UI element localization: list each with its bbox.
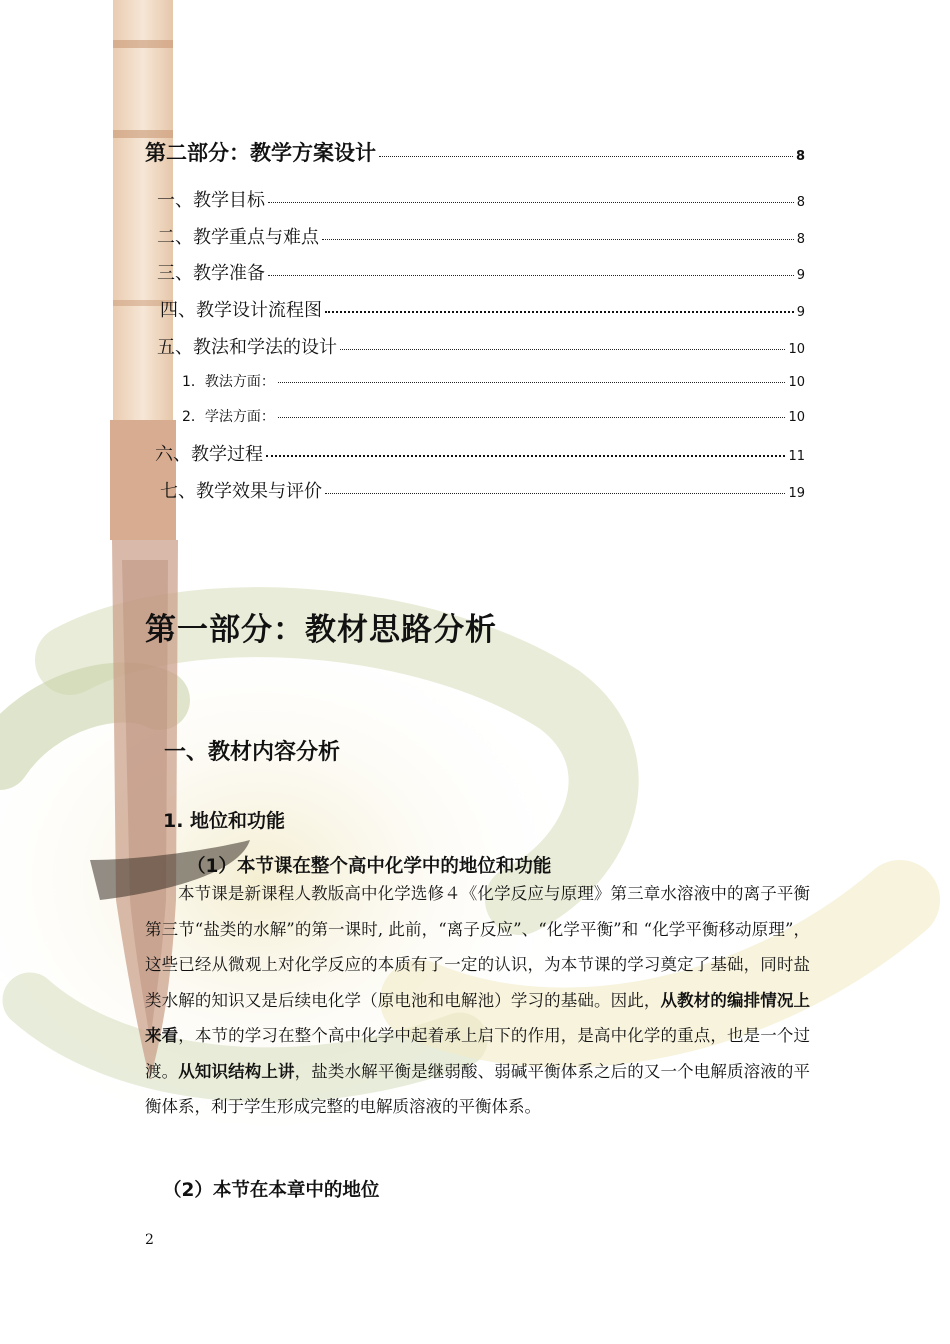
toc-entry[interactable] <box>157 186 805 212</box>
toc-page: 10 <box>788 375 805 390</box>
toc-leader <box>322 239 794 240</box>
toc-label: 一、教学目标 <box>157 190 265 211</box>
toc-entry[interactable] <box>160 477 805 503</box>
toc-label: 1．教法方面： <box>182 374 275 390</box>
toc-entry[interactable] <box>157 223 805 249</box>
paragraph-emphasis: 从教材的编排情况上来看 <box>145 990 811 1045</box>
toc-page: 10 <box>788 342 805 357</box>
body-paragraph <box>145 876 810 1125</box>
toc-leader <box>278 417 786 418</box>
toc-label: 三、教学准备 <box>157 263 265 284</box>
toc-label: 四、教学设计流程图 <box>160 300 322 321</box>
toc-entry[interactable] <box>160 296 805 322</box>
toc-leader <box>268 202 794 203</box>
toc-label: 二、教学重点与难点 <box>157 227 319 248</box>
paragraph-emphasis: 从知识结构上讲 <box>178 1061 295 1081</box>
toc-page: 9 <box>796 305 805 320</box>
toc-page: 9 <box>796 268 805 283</box>
toc-entry[interactable] <box>157 333 805 359</box>
section-title: 第一部分：教材思路分析 <box>145 612 497 648</box>
heading-role-chapter: （2）本节在本章中的地位 <box>163 1180 380 1201</box>
toc-page: 8 <box>796 232 805 247</box>
subsection-title: 一、教材内容分析 <box>164 740 341 765</box>
toc-leader <box>379 156 793 157</box>
paragraph-text: ，盐类水解平衡是继弱酸、弱碱平衡体系之后的又一个电解质溶液的平衡体系，利于学生形成完整的电解质溶液的平衡体系。 <box>145 1061 811 1116</box>
toc-entry[interactable] <box>155 440 805 466</box>
heading-role-overall: （1）本节课在整个高中化学中的地位和功能 <box>187 856 552 877</box>
toc-entry[interactable] <box>157 259 805 285</box>
toc-label: 六、教学过程 <box>155 444 263 465</box>
toc-page: 8 <box>796 195 805 210</box>
toc-leader <box>278 382 786 383</box>
toc-page: 19 <box>788 486 805 501</box>
toc-label: 七、教学效果与评价 <box>160 481 322 502</box>
toc-leader <box>268 275 794 276</box>
toc-leader <box>325 311 794 313</box>
toc-leader <box>266 455 785 457</box>
toc-label: 第二部分：教学方案设计 <box>145 140 376 165</box>
toc-page: 11 <box>788 449 805 464</box>
toc-page: 10 <box>788 410 805 425</box>
toc-entry-sub[interactable] <box>182 406 805 426</box>
paragraph-text: ，本节的学习在整个高中化学中起着承上启下的作用，是高中化学的重点，也是一个过渡。 <box>145 1026 811 1081</box>
page-number: 2 <box>145 1232 154 1248</box>
paragraph-text: 本节课是新课程人教版高中化学选修４《化学反应与原理》第三章水溶液中的离子平衡第三节“盐类的水解”的第一课时, 此前，“离子反应”、“化学平衡”和 “化学平衡移动原理”，这些已经从微观上对化学反应的本质有了一定的认识，为本节课的学习奠定了基础，同时盐类水解的知识又是后续电化学（原电池和电解池）学习的基础。因此， <box>145 884 810 1010</box>
toc-label: 2．学法方面： <box>182 409 275 425</box>
toc-entry-main[interactable] <box>145 137 805 167</box>
toc-page: 8 <box>795 149 805 164</box>
toc-leader <box>325 493 785 494</box>
toc-label: 五、教法和学法的设计 <box>157 337 337 358</box>
toc-entry-sub[interactable] <box>182 371 805 391</box>
toc-leader <box>340 349 785 350</box>
subsubsection-title: 1. 地位和功能 <box>163 810 286 832</box>
